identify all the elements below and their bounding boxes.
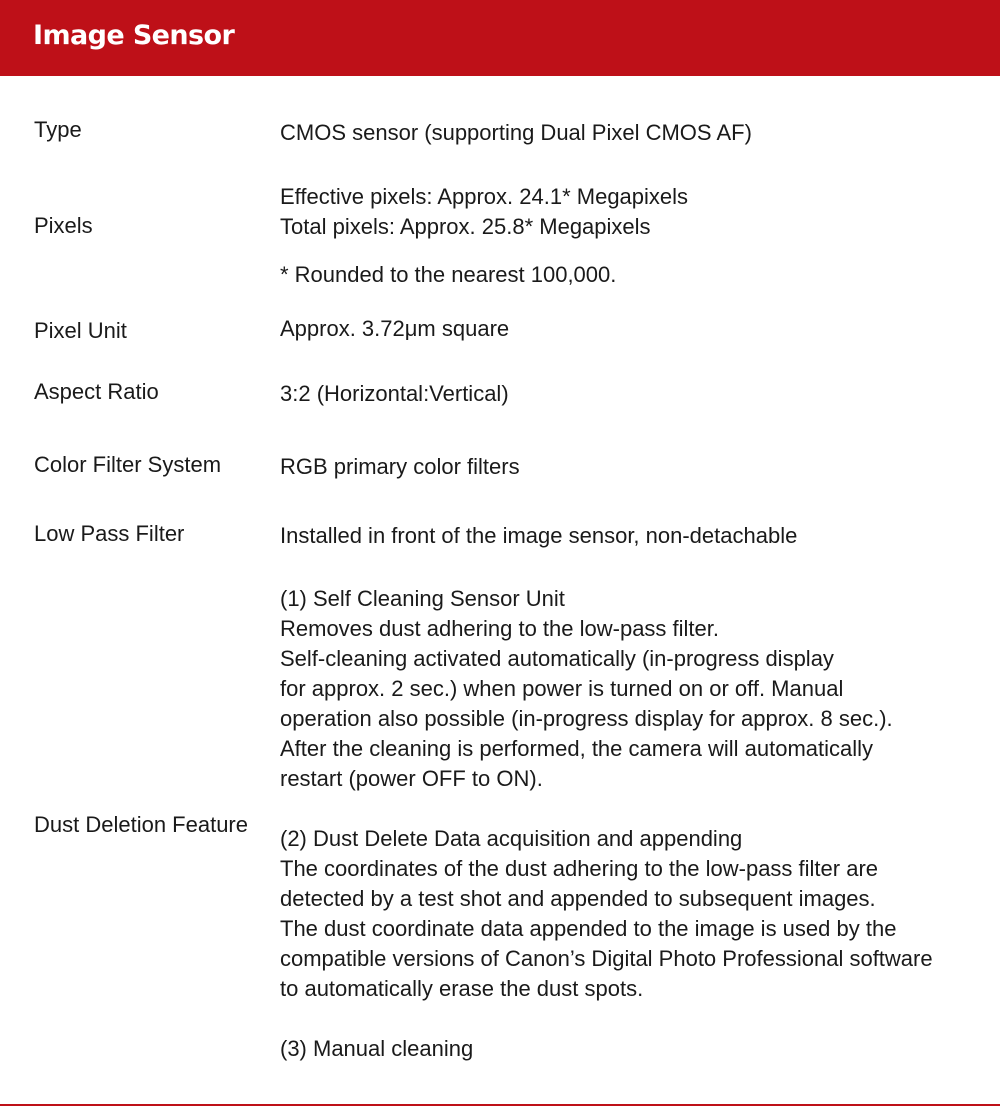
dust-deletion-line: Removes dust adhering to the low-pass filter.	[280, 616, 720, 641]
section-header	[0, 0, 1000, 76]
dust-deletion-line: The dust coordinate data appended to the image is used by the	[280, 916, 897, 941]
dust-deletion-line: for approx. 2 sec.) when power is turned on or off. Manual	[280, 676, 844, 701]
spec-label-pixels: Pixels	[34, 213, 93, 238]
spec-value-aspect-ratio: 3:2 (Horizontal:Vertical)	[280, 381, 509, 406]
dust-deletion-line: compatible versions of Canon’s Digital Photo Professional software	[280, 946, 933, 971]
dust-deletion-line: (1) Self Cleaning Sensor Unit	[280, 586, 565, 611]
spec-label-dust-deletion: Dust Deletion Feature	[34, 812, 248, 837]
dust-deletion-line: detected by a test shot and appended to subsequent images.	[280, 886, 876, 911]
spec-value-total-pixels: Total pixels: Approx. 25.8* Megapixels	[280, 214, 651, 239]
dust-deletion-line: After the cleaning is performed, the camera will automatically	[280, 736, 874, 761]
section-title: Image Sensor	[33, 20, 235, 51]
dust-deletion-line: Self-cleaning activated automatically (in-progress display	[280, 646, 834, 671]
dust-deletion-line: (3) Manual cleaning	[280, 1036, 474, 1061]
spec-value-color-filter: RGB primary color filters	[280, 454, 520, 479]
dust-deletion-line: to automatically erase the dust spots.	[280, 976, 644, 1001]
spec-label-pixel-unit: Pixel Unit	[34, 318, 127, 343]
spec-value-type: CMOS sensor (supporting Dual Pixel CMOS AF)	[280, 120, 752, 145]
dust-deletion-line: (2) Dust Delete Data acquisition and appending	[280, 826, 743, 851]
dust-deletion-line: operation also possible (in-progress display for approx. 8 sec.).	[280, 706, 893, 731]
spec-value-pixel-unit: Approx. 3.72μm square	[280, 316, 510, 341]
spec-label-type: Type	[34, 117, 82, 142]
dust-deletion-line: restart (power OFF to ON).	[280, 766, 543, 791]
spec-label-aspect-ratio: Aspect Ratio	[34, 379, 159, 404]
spec-label-low-pass-filter: Low Pass Filter	[34, 521, 185, 546]
dust-deletion-line: The coordinates of the dust adhering to the low-pass filter are	[280, 856, 879, 881]
spec-value-low-pass-filter: Installed in front of the image sensor, non-detachable	[280, 523, 798, 548]
spec-label-color-filter: Color Filter System	[34, 452, 222, 477]
spec-note-pixels: * Rounded to the nearest 100,000.	[280, 262, 617, 287]
spec-value-effective-pixels: Effective pixels: Approx. 24.1* Megapixels	[280, 184, 689, 209]
